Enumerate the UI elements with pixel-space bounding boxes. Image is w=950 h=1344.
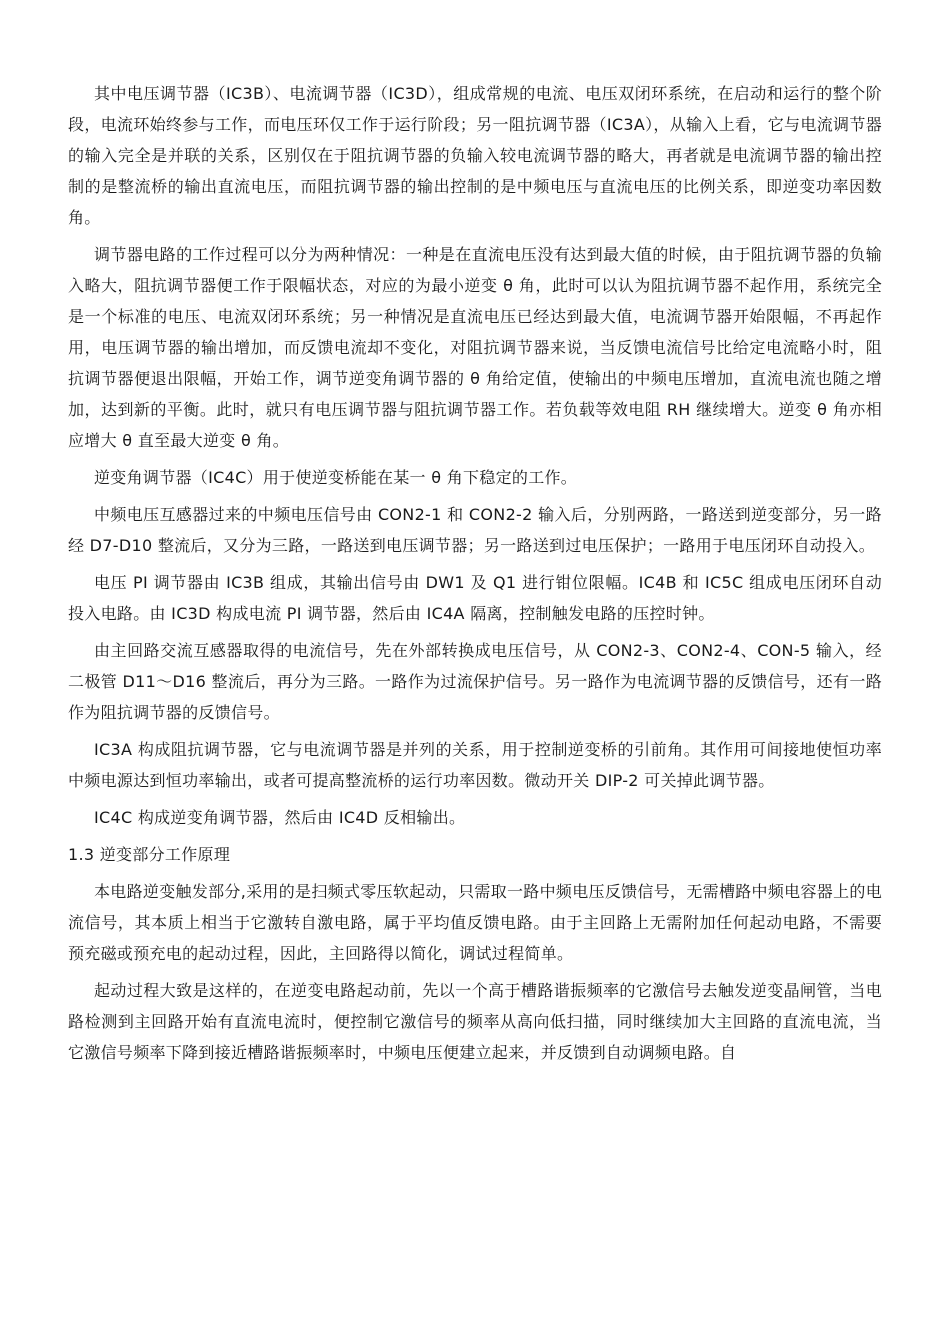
paragraph-inverter-angle-regulator: 逆变角调节器（IC4C）用于使逆变桥能在某一 θ 角下稳定的工作。 — [94, 468, 578, 487]
paragraph-startup-process: 起动过程大致是这样的，在逆变电路起动前，先以一个高于槽路谐振频率的它激信号去触发逆变晶闸管，当电路检测到主回路开始有直流电流时，便控制它激信号的频率从高向低扫描，同时继续加大主回路的直流电流，当它激信号频率下降到接近槽路谐振频率时，中频电压便建立起来，并反馈到自动调频电路。自 — [68, 981, 882, 1062]
paragraph-impedance-regulator: IC3A 构成阻抗调节器，它与电流调节器是并列的关系，用于控制逆变桥的引前角。其作用可间接地使恒功率中频电源达到恒功率输出，或者可提高整流桥的运行功率因数。微动开关 DIP-2 可关掉此调节器。 — [68, 740, 882, 790]
paragraph-ic4c: IC4C 构成逆变角调节器，然后由 IC4D 反相输出。 — [94, 808, 466, 827]
paragraph-regulators-overview: 其中电压调节器（IC3B）、电流调节器（IC3D），组成常规的电流、电压双闭环系统，在启动和运行的整个阶段，电流环始终参与工作，而电压环仅工作于运行阶段；另一阻抗调节器（IC3A），从输入上看，它与电流调节器的输入完全是并联的关系，区别仅在于阻抗调节器的负输入较电流调节器的略大，再者就是电流调节器的输出控制的是整流桥的输出直流电压，而阻抗调节器的输出控制的是中频电压与直流电压的比例关系，即逆变功率因数角。 — [68, 84, 882, 227]
paragraph-inverter-trigger: 本电路逆变触发部分,采用的是扫频式零压软起动，只需取一路中频电压反馈信号，无需槽路中频电容器上的电流信号，其本质上相当于它激转自激电路，属于平均值反馈电路。由于主回路上无需附加任何起动电路，不需要预充磁或预充电的起动过程，因此，主回路得以简化，调试过程简单。 — [68, 882, 882, 963]
section-heading: 1.3 逆变部分工作原理 — [68, 845, 231, 864]
paragraph-regulator-operation: 调节器电路的工作过程可以分为两种情况：一种是在直流电压没有达到最大值的时候，由于阻抗调节器的负输入略大，阻抗调节器便工作于限幅状态，对应的为最小逆变 θ 角，此时可以认为阻抗调节器不起作用，系统完全是一个标准的电压、电流双闭环系统；另一种情况是直流电压已经达到最大值，电流调节器开始限幅，不再起作用，电压调节器的输出增加，而反馈电流却不变化，对阻抗调节器来说，当反馈电流信号比给定电流略小时，阻抗调节器便退出限幅，开始工作，调节逆变角调节器的 θ 角给定值，使输出的中频电压增加，直流电流也随之增加，达到新的平衡。此时，就只有电压调节器与阻抗调节器工作。若负载等效电阻 RH 继续增大。逆变 θ 角亦相应增大 θ 直至最大逆变 θ 角。 — [68, 245, 882, 450]
paragraph-voltage-pi-regulator: 电压 PI 调节器由 IC3B 组成，其输出信号由 DW1 及 Q1 进行钳位限幅。IC4B 和 IC5C 组成电压闭环自动投入电路。由 IC3D 构成电流 PI 调节器，然后由 IC4A 隔离，控制触发电路的压控时钟。 — [68, 573, 882, 623]
paragraph-current-signal: 由主回路交流互感器取得的电流信号，先在外部转换成电压信号，从 CON2-3、CON2-4、CON-5 输入，经二极管 D11～D16 整流后，再分为三路。一路作为过流保护信号。另一路作为电流调节器的反馈信号，还有一路作为阻抗调节器的反馈信号。 — [68, 641, 882, 722]
paragraph-voltage-signal: 中频电压互感器过来的中频电压信号由 CON2-1 和 CON2-2 输入后，分别两路，一路送到逆变部分，另一路经 D7-D10 整流后，又分为三路，一路送到电压调节器；另一路送到过电压保护；一路用于电压闭环自动投入。 — [68, 505, 882, 555]
document-page — [68, 78, 882, 1074]
